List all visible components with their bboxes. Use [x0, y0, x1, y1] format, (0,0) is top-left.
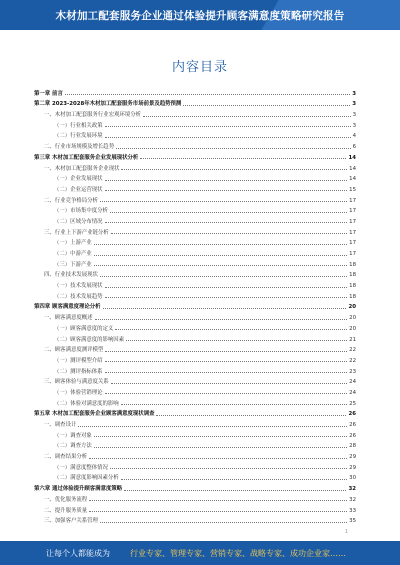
toc-entry-page: 17	[349, 240, 356, 247]
toc-leader-dots	[121, 169, 347, 170]
toc-leader-dots	[94, 244, 347, 245]
toc-leader-dots	[140, 158, 346, 159]
toc-entry-page: 20	[348, 304, 356, 311]
toc-entry-label: 二、调查结果分析	[44, 454, 88, 461]
toc-leader-dots	[94, 265, 347, 266]
footer-slogan-left: 让每个人都能成为	[46, 549, 110, 558]
toc-entry-page: 22	[349, 357, 356, 364]
toc-leader-dots	[183, 105, 350, 106]
toc-entry[interactable]	[34, 289, 356, 300]
toc-entry-page: 26	[349, 422, 356, 428]
toc-entry-page: 24	[349, 389, 356, 396]
toc-entry-label: （二）中游产业	[54, 251, 92, 257]
toc-leader-dots	[111, 383, 347, 384]
toc-leader-dots	[110, 468, 347, 469]
toc-title: 内容目录	[171, 60, 228, 75]
toc-entry-label: 一、木材加工配套服务行业宏观环境分析	[44, 112, 142, 119]
toc-entry-page: 23	[349, 368, 356, 375]
toc-entry-label: （二）体验对满意度的影响	[54, 400, 119, 407]
toc-leader-dots	[105, 190, 348, 191]
toc-leader-dots	[103, 308, 347, 309]
toc-leader-dots	[143, 116, 351, 117]
toc-entry-label: 第五章 木材加工配套服务企业顾客满意度现状调查	[34, 411, 155, 418]
toc-entry-label: （三）下游产业	[54, 261, 92, 268]
toc-entry-page: 18	[349, 261, 356, 268]
toc-entry-page: 21	[349, 336, 356, 343]
toc-entry-page: 20	[349, 325, 356, 332]
toc-entry[interactable]	[34, 492, 356, 503]
toc-leader-dots	[105, 126, 351, 127]
toc-leader-dots	[105, 180, 348, 181]
toc-entry[interactable]	[34, 129, 356, 140]
table-of-contents	[34, 86, 356, 524]
toc-entry-label: （一）企业发展现状	[54, 176, 103, 183]
toc-entry[interactable]	[34, 225, 356, 236]
toc-entry[interactable]	[34, 182, 356, 193]
toc-entry[interactable]	[34, 193, 356, 204]
toc-leader-dots	[115, 329, 347, 330]
toc-entry-label: 一、调查设计	[44, 422, 77, 428]
toc-entry[interactable]	[34, 310, 356, 321]
toc-entry-label: （一）体验营销理论	[54, 389, 103, 396]
toc-entry[interactable]	[34, 417, 356, 428]
toc-entry[interactable]	[34, 364, 356, 375]
toc-entry-label: 第二章 2023-2028年木材加工配套服务市场前景及趋势预测	[34, 101, 182, 108]
toc-entry-page: 32	[348, 486, 356, 493]
toc-leader-dots	[121, 479, 347, 480]
toc-entry[interactable]	[34, 257, 356, 268]
toc-entry-label: 二、顾客满意度测评模型	[44, 347, 104, 354]
toc-entry-label: （一）满意度整体情况	[54, 464, 108, 471]
toc-entry-label: 三、顾客体验与满意度关系	[44, 379, 109, 386]
toc-entry-label: 二、行业市场规模及增长趋势	[44, 144, 115, 151]
toc-entry-label: （二）行业发展环境	[54, 133, 103, 140]
toc-entry-label: 一、木材加工配套服务企业现状	[44, 165, 120, 172]
page-number: 1	[344, 529, 348, 535]
toc-entry-page: 18	[349, 283, 356, 290]
toc-entry-label: 三、加强客户关系管理	[44, 518, 98, 525]
toc-entry[interactable]	[34, 278, 356, 289]
toc-entry-page: 25	[349, 400, 356, 407]
toc-entry-page: 32	[349, 496, 356, 503]
toc-entry-label: （一）技术发展现状	[54, 283, 103, 290]
toc-entry[interactable]	[34, 107, 356, 118]
toc-entry[interactable]	[34, 503, 356, 514]
toc-entry[interactable]	[34, 246, 356, 257]
toc-entry[interactable]	[34, 300, 356, 311]
toc-leader-dots	[111, 233, 347, 234]
toc-leader-dots	[105, 372, 348, 373]
toc-leader-dots	[65, 94, 350, 95]
toc-entry-label: （二）区域分布情况	[54, 218, 103, 225]
toc-entry[interactable]	[34, 471, 356, 482]
toc-entry-page: 28	[349, 443, 356, 450]
toc-entry-page: 14	[349, 165, 356, 172]
toc-entry-page: 24	[349, 379, 356, 386]
toc-entry-label: 三、行业上下游产业链分析	[44, 229, 109, 236]
toc-entry-page: 22	[349, 347, 356, 354]
toc-entry-page: 15	[349, 186, 356, 193]
toc-leader-dots	[89, 500, 347, 501]
toc-entry-label: 第六章 通过体验提升顾客满意度策略	[34, 486, 123, 493]
toc-entry-label: 一、顾客满意度概述	[44, 315, 93, 322]
toc-entry-page: 3	[352, 122, 356, 129]
toc-entry-label: （二）测评指标体系	[54, 368, 103, 375]
toc-entry-page: 26	[349, 432, 356, 439]
toc-entry[interactable]	[34, 214, 356, 225]
toc-entry-page: 17	[349, 229, 356, 236]
toc-entry-page: 26	[348, 411, 356, 418]
toc-entry[interactable]	[34, 86, 356, 97]
toc-entry[interactable]	[34, 460, 356, 471]
toc-entry-page: 18	[349, 272, 356, 279]
toc-entry-page: 17	[349, 208, 356, 215]
footer-slogan-right: 行业专家、管理专家、营销专家、战略专家、成功企业家……	[130, 549, 346, 558]
toc-entry[interactable]	[34, 514, 356, 525]
toc-leader-dots	[94, 436, 347, 437]
toc-entry[interactable]	[34, 139, 356, 150]
toc-entry-label: 一、优化服务流程	[44, 496, 88, 503]
toc-leader-dots	[100, 522, 347, 523]
toc-leader-dots	[124, 490, 346, 491]
toc-entry-page: 29	[349, 464, 356, 471]
toc-entry-page: 3	[352, 90, 356, 97]
toc-entry-label: 第四章 顾客满意度理论分析	[34, 304, 101, 311]
report-header	[0, 0, 400, 30]
toc-entry-page: 18	[349, 293, 356, 300]
toc-leader-dots	[105, 222, 348, 223]
toc-leader-dots	[100, 276, 347, 277]
toc-entry[interactable]	[34, 375, 356, 386]
toc-entry[interactable]	[34, 268, 356, 279]
toc-entry-page: 29	[349, 454, 356, 461]
toc-entry-page: 33	[349, 507, 356, 514]
toc-leader-dots	[110, 212, 347, 213]
toc-leader-dots	[105, 297, 348, 298]
toc-leader-dots	[89, 511, 347, 512]
toc-leader-dots	[156, 415, 346, 416]
toc-entry-label: （二）企业运营现状	[54, 186, 103, 193]
toc-entry-label: 四、行业技术发展现状	[44, 272, 98, 279]
toc-entry[interactable]	[34, 407, 356, 418]
toc-leader-dots	[126, 340, 347, 341]
toc-entry-label: （一）调查对象	[54, 432, 92, 439]
toc-leader-dots	[121, 404, 347, 405]
toc-entry-page: 6	[352, 144, 356, 151]
toc-entry-label: （一）上游产业	[54, 240, 92, 247]
toc-entry[interactable]	[34, 343, 356, 354]
toc-entry[interactable]	[34, 150, 356, 161]
toc-entry-label: （一）测评模型介绍	[54, 357, 103, 364]
toc-entry[interactable]	[34, 449, 356, 460]
toc-entry[interactable]	[34, 161, 356, 172]
toc-entry[interactable]	[34, 321, 356, 332]
toc-entry-label: 二、提升服务质量	[44, 507, 88, 514]
toc-entry-label: （二）满意度影响因素分析	[54, 475, 119, 482]
toc-entry-page: 17	[349, 218, 356, 225]
toc-entry[interactable]	[34, 204, 356, 215]
toc-entry-label: （一）行业相关政策	[54, 122, 103, 129]
toc-entry-page: 3	[352, 101, 356, 108]
toc-leader-dots	[89, 458, 347, 459]
toc-entry-page: 35	[349, 518, 356, 525]
toc-entry-page: 17	[349, 251, 356, 257]
toc-leader-dots	[105, 393, 348, 394]
report-footer	[0, 541, 400, 565]
toc-entry-page: 17	[349, 197, 356, 204]
report-title: 木材加工配套服务企业通过体验提升顾客满意度策略研究报告	[55, 10, 345, 22]
toc-leader-dots	[94, 447, 347, 448]
toc-entry-label: 二、行业竞争格局分析	[44, 197, 98, 204]
toc-entry[interactable]	[34, 172, 356, 183]
toc-leader-dots	[105, 287, 348, 288]
toc-entry[interactable]	[34, 439, 356, 450]
toc-entry-page: 14	[349, 176, 356, 183]
toc-entry-page: 4	[352, 133, 356, 140]
toc-leader-dots	[116, 148, 350, 149]
toc-entry[interactable]	[34, 97, 356, 108]
toc-entry[interactable]	[34, 236, 356, 247]
toc-entry[interactable]	[34, 385, 356, 396]
toc-entry-label: （一）顾客满意度的定义	[54, 325, 114, 332]
toc-entry[interactable]	[34, 332, 356, 343]
toc-entry-label: 第三章 木材加工配套服务企业发展现状分析	[34, 154, 139, 161]
toc-leader-dots	[105, 137, 351, 138]
toc-entry-label: （二）技术发展趋势	[54, 293, 103, 300]
toc-leader-dots	[94, 255, 347, 256]
toc-leader-dots	[100, 201, 347, 202]
toc-entry-label: （二）调查方法	[54, 443, 92, 450]
toc-leader-dots	[105, 361, 348, 362]
toc-entry-page: 3	[352, 112, 356, 119]
toc-entry-label: （二）顾客满意度的影响因素	[54, 336, 125, 343]
toc-entry-page: 14	[348, 154, 356, 161]
toc-leader-dots	[105, 351, 347, 352]
toc-entry[interactable]	[34, 396, 356, 407]
toc-entry-page: 20	[349, 315, 356, 322]
toc-leader-dots	[95, 319, 348, 320]
toc-entry-label: （一）市场集中度分析	[54, 208, 108, 215]
toc-entry[interactable]	[34, 481, 356, 492]
toc-entry-label: 第一章 前言	[34, 90, 63, 97]
toc-leader-dots	[78, 426, 347, 427]
toc-entry[interactable]	[34, 428, 356, 439]
toc-entry[interactable]	[34, 353, 356, 364]
toc-entry-page: 30	[349, 475, 356, 482]
toc-entry[interactable]	[34, 118, 356, 129]
